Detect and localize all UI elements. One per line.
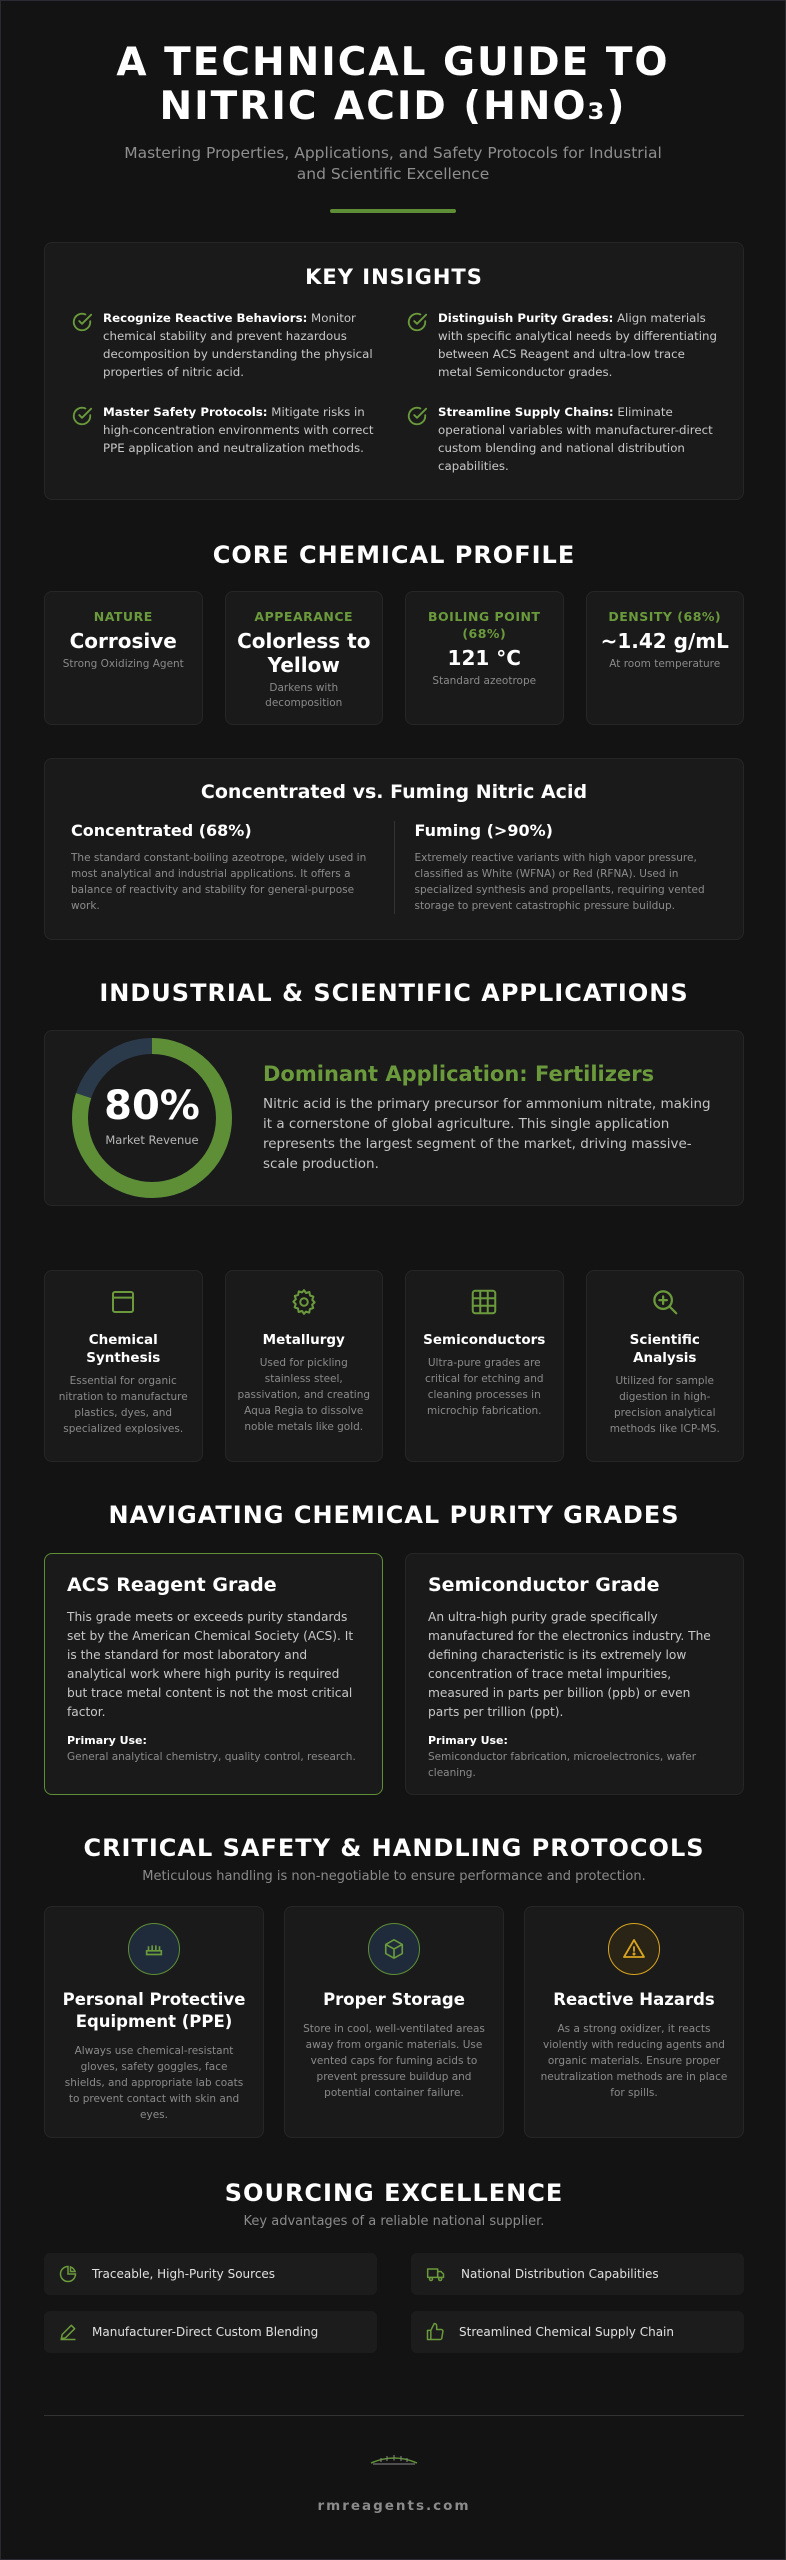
profile-value: ~1.42 g/mL [600,629,729,653]
app-text: Utilized for sample digestion in high-precision analytical methods like ICP-MS. [609,1375,720,1435]
chemical-profile-grid [44,591,744,725]
insight-item [71,309,382,381]
safety-text: Always use chemical-resistant gloves, safety goggles, face shields, and appropriate lab coats to prevent contact with skin and eyes. [64,2045,244,2121]
insight-heading: Master Safety Protocols: [103,405,268,419]
safety-card-ppe [44,1906,264,2138]
safety-section-title: CRITICAL SAFETY & HANDLING PROTOCOLS [83,1834,705,1862]
sourcing-item [411,2311,744,2353]
compare-concentrated [71,821,374,914]
gear-icon [289,1287,319,1317]
compare-heading: Concentrated (68%) [71,821,252,840]
title-line-1: A TECHNICAL GUIDE TO [116,40,670,85]
footer-domain: rmreagents.com [317,2498,471,2514]
compare-divider [394,821,395,914]
dominant-text: Nitric acid is the primary precursor for ammonium nitrate, making it a cornerstone of global agriculture. This single application represents the largest segment of the market, driving massive-scale production. [263,1096,711,1172]
app-text: Essential for organic nitration to manufacture plastics, dyes, and specialized explosives. [58,1375,188,1435]
sourcing-label: National Distribution Capabilities [461,2267,659,2281]
grade-card-semiconductor [405,1553,744,1795]
market-share-donut [71,1037,233,1199]
check-circle-icon [406,311,428,333]
safety-card-storage [284,1906,504,2138]
truck-icon [425,2264,447,2284]
insight-heading: Distinguish Purity Grades: [438,311,614,325]
app-title: Semiconductors [423,1332,546,1348]
key-insights-title: KEY INSIGHTS [305,265,483,289]
primary-use-label: Primary Use: [67,1734,147,1747]
app-card-chemical-synthesis [44,1270,203,1462]
grade-card-acs-reagent [44,1553,383,1795]
profile-card-nature [44,591,203,725]
footer-divider [44,2415,744,2416]
safety-section-subtitle: Meticulous handling is non-negotiable to ensure performance and protection. [142,1869,646,1884]
donut-percent: 80% [104,1083,200,1129]
insight-text: Monitor chemical stability and prevent hazardous decomposition by understanding the physical properties of nitric acid. [103,311,373,379]
sourcing-item [44,2311,377,2353]
magnifier-icon [650,1287,680,1317]
insight-item [71,403,382,475]
check-circle-icon [71,311,93,333]
applications-section-title: INDUSTRIAL & SCIENTIFIC APPLICATIONS [99,979,689,1007]
sourcing-label: Traceable, High-Purity Sources [92,2267,276,2281]
app-title: Chemical Synthesis [86,1332,161,1366]
profile-label: DENSITY (68%) [608,609,722,624]
safety-grid [44,1906,744,2138]
box-icon [108,1287,138,1317]
applications-grid [44,1270,744,1462]
insight-item [406,403,717,475]
title-line-2: NITRIC ACID (HNO₃) [159,84,627,129]
donut-label: Market Revenue [105,1133,199,1147]
insight-heading: Recognize Reactive Behaviors: [103,311,308,325]
app-title: Metallurgy [262,1332,345,1348]
grades-section-title: NAVIGATING CHEMICAL PURITY GRADES [108,1501,680,1529]
profile-value: 121 °C [447,646,521,670]
safety-title: Personal Protective Equipment (PPE) [62,1990,246,2031]
profile-value: Colorless to Yellow [237,629,371,677]
profile-card-boiling-point [405,591,564,725]
company-logo [369,2451,419,2467]
safety-text: As a strong oxidizer, it reacts violently with reducing agents and organic materials. Ensure proper neutralization methods are in place for spills. [540,2023,728,2099]
sourcing-item [411,2253,744,2295]
thumbs-up-icon [425,2322,445,2342]
icon-circle [128,1923,180,1975]
dominant-application-card [44,1030,744,1206]
title-underline [330,209,456,213]
insight-text: Align materials with specific analytical needs by differentiating between ACS Reagent and ultra-low trace metal Semiconductor grades. [438,311,718,379]
grade-text: An ultra-high purity grade specifically manufactured for the electronics industry. The defining characteristic is its extremely low concentration of trace metal impurities, measured in parts per billion (ppb) or even parts per trillion (ppt). [428,1610,711,1719]
sourcing-item [44,2253,377,2295]
compare-fuming [415,821,718,914]
profile-value: Corrosive [69,629,177,653]
grade-text: This grade meets or exceeds purity standards set by the American Chemical Society (ACS). It is the standard for most laboratory and analytical work where high purity is required but trace metal content is not the most critical factor. [67,1610,354,1719]
app-card-metallurgy [225,1270,384,1462]
compare-text: The standard constant-boiling azeotrope, widely used in most analytical and industrial applications. It offers a balance of reactivity and stability for general-purpose work. [71,852,367,912]
grade-title: Semiconductor Grade [428,1574,660,1596]
profile-section-title: CORE CHEMICAL PROFILE [212,541,576,569]
sourcing-label: Streamlined Chemical Supply Chain [459,2325,674,2339]
chip-icon [469,1287,499,1317]
check-circle-icon [406,405,428,427]
profile-card-appearance [225,591,384,725]
compare-heading: Fuming (>90%) [414,821,553,840]
purity-grades-grid [44,1553,744,1795]
safety-text: Store in cool, well-ventilated areas away from organic materials. Use vented caps for fuming acids to prevent pressure buildup and potential container failure. [303,2023,485,2099]
sourcing-grid [44,2253,744,2353]
compare-text: Extremely reactive variants with high vapor pressure, classified as White (WFNA) or Red (RFNA). Used in specialized synthesis and propellants, requiring vented storage to prevent catastrophic pressure buildup. [414,852,705,912]
insight-text: Mitigate risks in high-concentration environments with correct PPE application and neutralization methods. [103,405,374,455]
icon-circle [368,1923,420,1975]
sourcing-section-subtitle: Key advantages of a reliable national supplier. [243,2214,545,2229]
gloves-icon [143,1938,165,1960]
profile-label: BOILING POINT (68%) [428,609,541,641]
safety-title: Reactive Hazards [553,1990,715,2009]
dominant-title: Dominant Application: Fertilizers [263,1062,655,1086]
warning-icon [622,1937,646,1961]
pen-icon [58,2322,78,2342]
page-subtitle: Mastering Properties, Applications, and Safety Protocols for Industrial and Scientific Excellence [124,144,662,183]
profile-note: At room temperature [609,658,721,670]
profile-note: Standard azeotrope [432,675,537,687]
profile-label: NATURE [93,609,153,624]
page-title [1,41,785,129]
sourcing-label: Manufacturer-Direct Custom Blending [92,2325,319,2339]
profile-card-density [586,591,745,725]
hero-header [1,1,785,213]
check-circle-icon [71,405,93,427]
profile-note: Strong Oxidizing Agent [62,658,184,670]
profile-note: Darkens with decomposition [265,682,343,709]
cube-icon [383,1938,405,1960]
concentrated-vs-fuming-card [44,758,744,940]
app-card-scientific-analysis [586,1270,745,1462]
key-insights-card [44,242,744,500]
pie-chart-icon [58,2264,78,2284]
safety-card-reactive-hazards [524,1906,744,2138]
sourcing-section-title: SOURCING EXCELLENCE [224,2179,564,2207]
app-text: Used for pickling stainless steel, passivation, and creating Aqua Regia to dissolve noble metals like gold. [237,1357,371,1433]
primary-use-value: Semiconductor fabrication, microelectronics, wafer cleaning. [428,1751,697,1779]
insight-text: Eliminate operational variables with manufacturer-direct custom blending and national distribution capabilities. [438,405,713,473]
grade-title: ACS Reagent Grade [67,1574,277,1596]
primary-use-value: General analytical chemistry, quality control, research. [67,1751,356,1763]
safety-title: Proper Storage [323,1990,465,2009]
icon-circle [608,1923,660,1975]
primary-use-label: Primary Use: [428,1734,508,1747]
app-text: Ultra-pure grades are critical for etching and cleaning processes in microchip fabrication. [424,1357,544,1417]
app-title: Scientific Analysis [629,1332,700,1366]
profile-label: APPEARANCE [254,609,354,624]
insight-heading: Streamline Supply Chains: [438,405,614,419]
insight-item [406,309,717,381]
app-card-semiconductors [405,1270,564,1462]
compare-title: Concentrated vs. Fuming Nitric Acid [200,781,588,803]
